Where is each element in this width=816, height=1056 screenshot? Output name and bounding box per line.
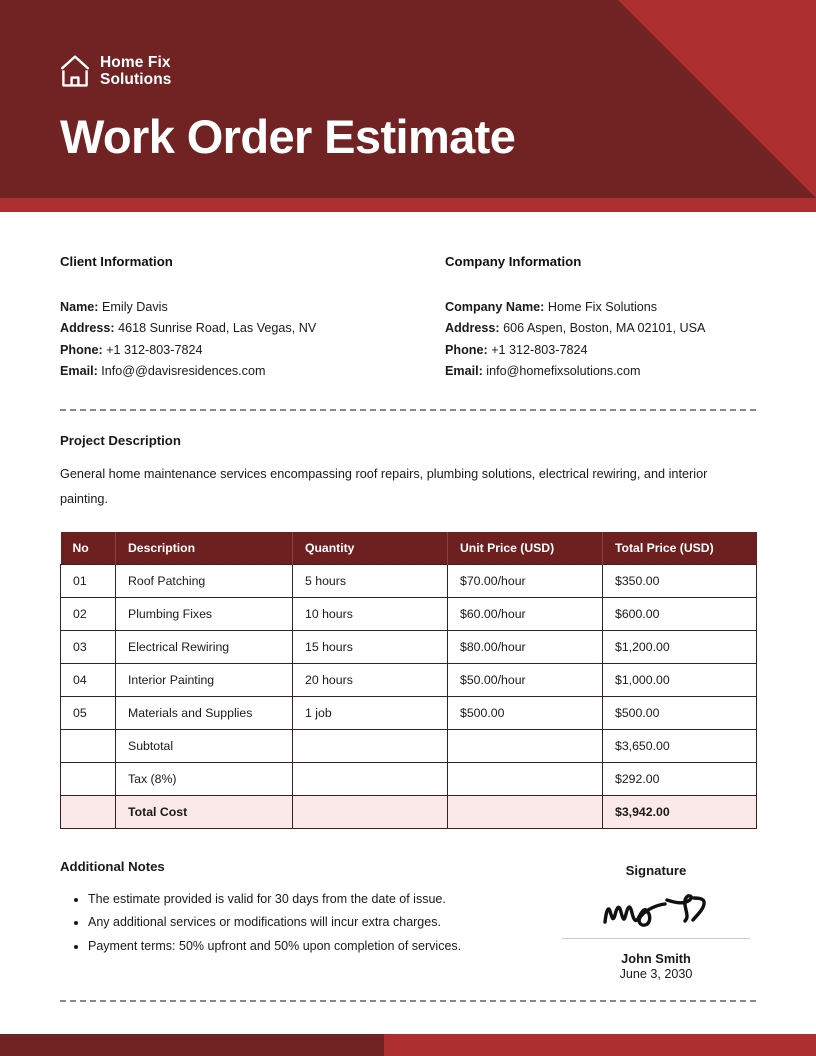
company-name-line (445, 297, 756, 318)
client-address-line (60, 318, 445, 339)
cell-total-price: $292.00 (603, 762, 757, 795)
company-information-block (445, 254, 756, 383)
section-divider (60, 409, 756, 411)
client-email-value: Info@@davisresidences.com (101, 364, 266, 379)
project-description-text: General home maintenance services encompassing roof repairs, plumbing solutions, electrical rewiring, and interior painting. (60, 466, 708, 506)
signature-heading: Signature (625, 862, 687, 878)
cell-description: Total Cost (116, 795, 293, 828)
cell-no: 04 (61, 663, 116, 696)
company-email-line (445, 361, 756, 382)
cell-unit-price: $50.00/hour (448, 663, 603, 696)
company-name-label: Company Name: (445, 300, 545, 314)
header-accent-strip (0, 198, 816, 212)
cell-no: 05 (61, 696, 116, 729)
company-phone-label: Phone: (445, 342, 488, 357)
table-row (61, 663, 757, 696)
cell-description: Materials and Supplies (116, 696, 293, 729)
cell-quantity: 1 job (293, 696, 448, 729)
cell-no (61, 795, 116, 828)
company-email-value: info@homefixsolutions.com (486, 364, 641, 379)
total-cost-row (61, 795, 757, 828)
cell-total-price: $1,200.00 (603, 630, 757, 663)
cell-no (61, 762, 116, 795)
additional-notes-block (60, 859, 530, 981)
column-header-unit-price: Unit Price (USD) (448, 532, 603, 565)
client-information-heading: Client Information (60, 254, 173, 269)
column-header-total-price: Total Price (USD) (603, 532, 757, 565)
company-name-value: Home Fix Solutions (547, 300, 658, 314)
cell-unit-price: $80.00/hour (448, 630, 603, 663)
additional-notes-heading: Additional Notes (60, 858, 165, 874)
brand-logo (60, 54, 172, 89)
table-row (61, 630, 757, 663)
project-description-heading: Project Description (60, 432, 181, 448)
column-header-no: No (61, 532, 116, 565)
column-header-quantity: Quantity (293, 532, 448, 565)
table-header-row (61, 532, 757, 565)
cell-quantity (293, 795, 448, 828)
list-item: • Any additional services or modifications will incur extra charges. (88, 911, 530, 934)
cell-quantity (293, 729, 448, 762)
brand-name-line2: Solutions (100, 71, 172, 89)
cell-no: 01 (61, 564, 116, 597)
column-header-description: Description (116, 532, 293, 565)
footer-divider (60, 1000, 756, 1002)
cell-unit-price (448, 795, 603, 828)
company-address-label: Address: (445, 321, 500, 336)
notes-list (60, 888, 530, 958)
cell-total-price: $3,650.00 (603, 729, 757, 762)
brand-name-line1: Home Fix (100, 54, 171, 71)
company-email-label: Email: (445, 364, 483, 379)
cell-no: 02 (61, 597, 116, 630)
table-row (61, 564, 757, 597)
cell-quantity: 15 hours (293, 630, 448, 663)
cell-no (61, 729, 116, 762)
table-row (61, 597, 757, 630)
table-row (61, 696, 757, 729)
cell-description: Electrical Rewiring (116, 630, 293, 663)
client-name-line (60, 297, 445, 318)
cell-total-price: $3,942.00 (603, 795, 757, 828)
footer-bar-right (384, 1034, 816, 1056)
company-phone-line (445, 340, 756, 361)
document-body (0, 254, 816, 981)
client-phone-value: +1 312-803-7824 (106, 342, 203, 357)
header-diagonal-accent (618, 0, 816, 198)
company-address-value: 606 Aspen, Boston, MA 02101, USA (503, 321, 706, 336)
client-address-label: Address: (60, 321, 115, 336)
cell-quantity: 20 hours (293, 663, 448, 696)
client-phone-label: Phone: (60, 342, 103, 357)
client-name-label: Name: (60, 300, 99, 314)
client-email-line (60, 361, 445, 382)
cell-unit-price: $70.00/hour (448, 564, 603, 597)
signature-name: John Smith (621, 950, 691, 966)
cell-total-price: $350.00 (603, 564, 757, 597)
notes-signature-section (60, 859, 756, 981)
cell-total-price: $1,000.00 (603, 663, 757, 696)
client-email-label: Email: (60, 364, 98, 379)
cell-total-price: $600.00 (603, 597, 757, 630)
cell-quantity (293, 762, 448, 795)
brand-name (100, 54, 172, 89)
house-icon (60, 54, 90, 88)
cell-description: Interior Painting (116, 663, 293, 696)
cell-unit-price (448, 762, 603, 795)
document-header (0, 0, 816, 198)
list-item: • Payment terms: 50% upfront and 50% upon completion of services. (88, 935, 530, 958)
client-phone-line (60, 340, 445, 361)
table-body (61, 564, 757, 828)
company-information-heading: Company Information (445, 254, 582, 269)
cell-description: Roof Patching (116, 564, 293, 597)
cell-description: Plumbing Fixes (116, 597, 293, 630)
client-information-block (60, 254, 445, 383)
cell-no: 03 (61, 630, 116, 663)
information-section (60, 254, 756, 383)
cell-unit-price: $60.00/hour (448, 597, 603, 630)
client-address-value: 4618 Sunrise Road, Las Vegas, NV (118, 321, 317, 336)
signature-mark-icon (556, 890, 756, 934)
subtotal-row (61, 729, 757, 762)
client-name-value: Emily Davis (102, 300, 168, 314)
signature-block (556, 859, 756, 981)
footer-bars (0, 1034, 816, 1056)
line-items-table (60, 532, 757, 829)
cell-unit-price (448, 729, 603, 762)
cell-unit-price: $500.00 (448, 696, 603, 729)
footer-bar-left (0, 1034, 384, 1056)
signature-line (562, 938, 750, 939)
page-title: Work Order Estimate (60, 110, 516, 163)
signature-date: June 3, 2030 (619, 966, 693, 981)
list-item: • The estimate provided is valid for 30 days from the date of issue. (88, 888, 530, 911)
cell-description: Tax (8%) (116, 762, 293, 795)
tax-row (61, 762, 757, 795)
cell-total-price: $500.00 (603, 696, 757, 729)
cell-description: Subtotal (116, 729, 293, 762)
company-phone-value: +1 312-803-7824 (491, 342, 588, 357)
company-address-line (445, 318, 756, 339)
cell-quantity: 5 hours (293, 564, 448, 597)
cell-quantity: 10 hours (293, 597, 448, 630)
